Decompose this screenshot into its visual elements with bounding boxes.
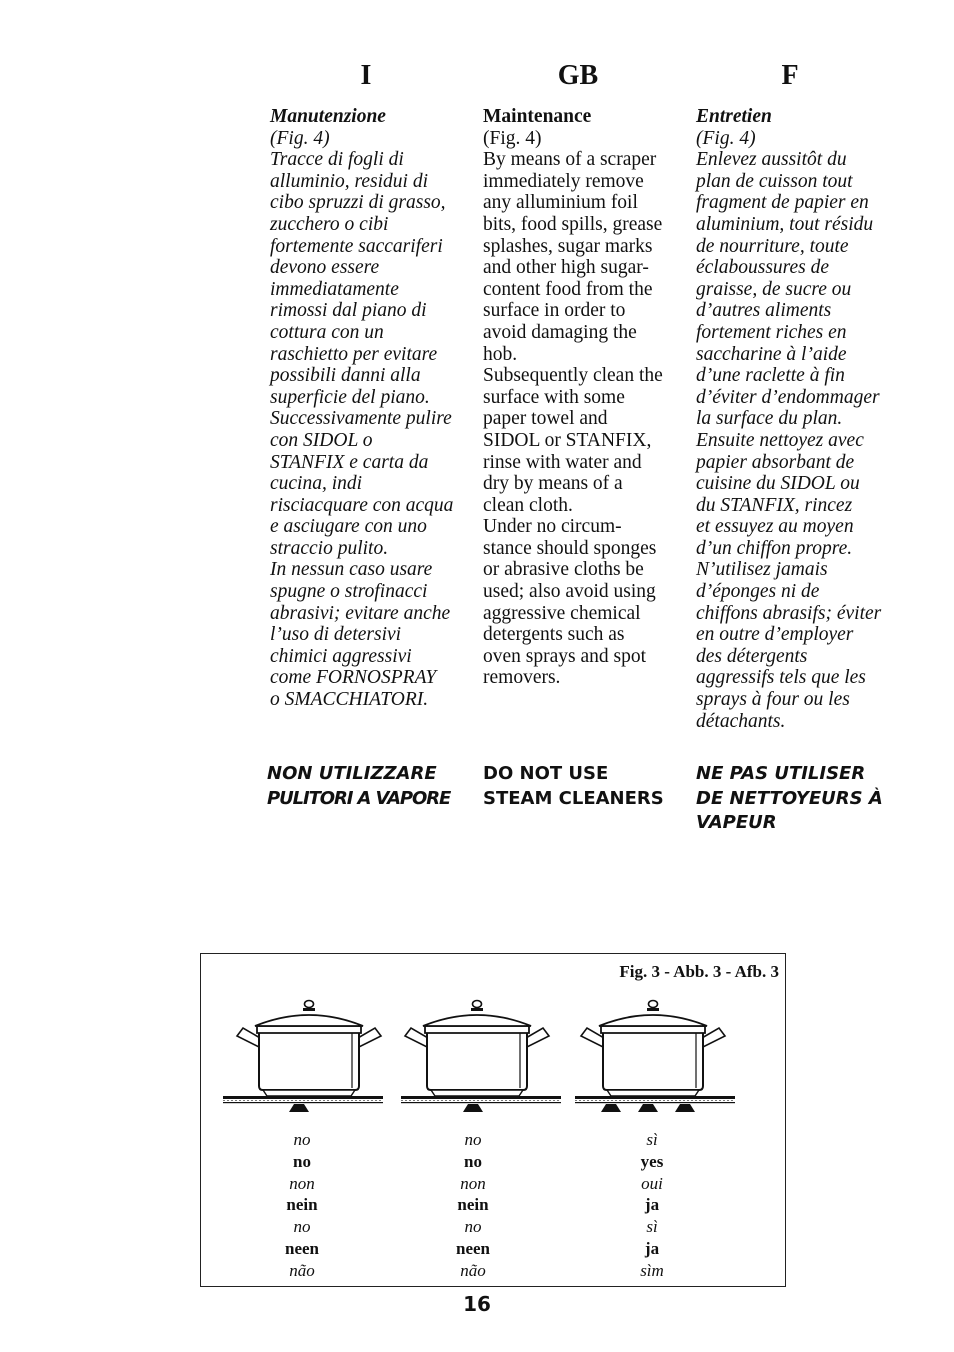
figure-caption: Fig. 3 - Abb. 3 - Afb. 3	[619, 962, 779, 981]
french-body-line: d’une raclette à fin	[696, 365, 845, 387]
cooking-pot-icon	[405, 1001, 549, 1097]
english-body	[483, 149, 683, 689]
english-body-line: or abrasive cloths be	[483, 559, 644, 581]
answer: non	[289, 1173, 315, 1193]
french-body-line: et essuyez au moyen	[696, 516, 854, 538]
english-body-line: removers.	[483, 667, 561, 689]
italian-body	[270, 149, 470, 710]
italian-body-line: zucchero o cibi	[270, 213, 389, 235]
french-body-line: fragment de papier en	[696, 192, 869, 214]
italian-body-line: Tracce di fogli di	[270, 149, 404, 171]
italian-fig-ref: (Fig. 4)	[270, 127, 330, 149]
header-english: GB	[557, 60, 599, 91]
french-body-line: du STANFIX, rincez	[696, 494, 853, 516]
italian-body-line: risciacquare con acqua	[270, 494, 454, 516]
italian-body-line: o SMACCHIATORI.	[270, 689, 429, 711]
english-body-line: By means of a scraper	[483, 149, 657, 171]
burner-flame-icon	[463, 1104, 483, 1112]
italian-warning-line: PULITORI A VAPORE	[267, 787, 451, 809]
italian-body-line: immediatamente	[270, 278, 399, 300]
burner-flame-icon	[638, 1104, 658, 1112]
italian-body-line: superficie del piano.	[270, 386, 430, 408]
italian-body-line: devono essere	[270, 257, 380, 279]
answer-column-2	[433, 1129, 513, 1282]
italian-body-line: spugne o strofinacci	[270, 581, 428, 603]
french-body-line: N’utilisez jamais	[696, 559, 828, 581]
italian-body-line: In nessun caso usare	[270, 559, 433, 581]
english-body-line: used; also avoid using	[483, 581, 656, 603]
italian-body-line: e asciugare con uno	[270, 516, 427, 538]
figure-3-box	[200, 953, 786, 1287]
french-body-line: plan de cuisson tout	[696, 170, 853, 192]
italian-title: Manutenzione	[270, 106, 386, 127]
page-number: 16	[463, 1292, 491, 1316]
answer: sìm	[640, 1260, 664, 1280]
italian-body-line: rimossi dal piano di	[270, 300, 427, 322]
french-body-line: d’autres aliments	[696, 300, 832, 322]
italian-body-line: cibo spruzzi di grasso,	[270, 192, 446, 214]
italian-body-line: raschietto per evitare	[270, 343, 438, 365]
cooking-pot-icon	[237, 1001, 381, 1097]
french-body-line: saccharine à l’aide	[696, 343, 847, 365]
french-body-line: Ensuite nettoyez avec	[696, 429, 864, 451]
english-warning-line: STEAM CLEANERS	[483, 787, 664, 809]
english-body-line: clean cloth.	[483, 494, 573, 516]
english-body-line: detergents such as	[483, 624, 625, 646]
french-body-line: fortement riches en	[696, 321, 847, 343]
english-body-line: aggressive chemical	[483, 602, 641, 624]
italian-body-line: con SIDOL o	[270, 429, 373, 451]
burner-flame-icon	[601, 1104, 621, 1112]
english-body-line: SIDOL or STANFIX,	[483, 429, 652, 451]
english-body-line: bits, food spills, grease	[483, 213, 663, 235]
english-warning-line: DO NOT USE	[483, 763, 609, 784]
french-body-line: d’éviter d’endommager	[696, 386, 880, 408]
french-body-line: en outre d’employer	[696, 624, 854, 646]
italian-body-line: Successivamente pulire	[270, 408, 452, 430]
french-column	[696, 106, 901, 732]
italian-body-line: l’uso di detersivi	[270, 624, 402, 646]
answer: no	[293, 1130, 311, 1149]
french-warning-line: NE PAS UTILISER	[696, 763, 866, 784]
header-italian: I	[360, 60, 372, 91]
french-body-line: aluminium, tout résidu	[696, 213, 874, 235]
answer: ja	[644, 1195, 660, 1215]
french-fig-ref: (Fig. 4)	[696, 127, 756, 149]
french-warning	[696, 762, 926, 836]
header-french: F	[781, 60, 799, 91]
answer: nein	[286, 1195, 318, 1215]
answer: no	[293, 1151, 311, 1171]
answer: sì	[646, 1130, 658, 1149]
burner-flame-icon	[675, 1104, 695, 1112]
english-body-line: Subsequently clean the	[483, 365, 663, 387]
french-body-line: aggressifs tels que les	[696, 667, 866, 689]
french-body-line: chiffons abrasifs; éviter	[696, 602, 882, 624]
answer-column-1	[262, 1129, 342, 1282]
answer: neen	[456, 1238, 490, 1258]
answer-column-3	[612, 1129, 692, 1282]
italian-column	[270, 106, 470, 711]
french-body-line: sprays à four ou les	[696, 689, 850, 711]
answer: no	[293, 1217, 311, 1237]
english-title: Maintenance	[483, 106, 592, 127]
italian-body-line: alluminio, residui di	[270, 170, 428, 192]
italian-body-line: cottura con un	[270, 321, 384, 343]
italian-body-line: STANFIX e carta da	[270, 451, 429, 473]
french-body-line: d’éponges ni de	[696, 581, 820, 603]
french-body-line: de nourriture, toute	[696, 235, 849, 257]
french-body-line: la surface du plan.	[696, 408, 843, 430]
english-body-line: any alluminium foil	[483, 192, 638, 214]
english-body-line: surface with some	[483, 386, 625, 408]
english-body-line: oven sprays and spot	[483, 645, 647, 667]
hob-line	[575, 1096, 735, 1103]
italian-body-line: fortemente saccariferi	[270, 235, 443, 257]
french-warning-line: VAPEUR	[696, 812, 777, 833]
french-warning-line: DE NETTOYEURS À	[696, 787, 883, 809]
english-warning	[483, 762, 688, 811]
french-body-line: détachants.	[696, 710, 786, 732]
answer: não	[289, 1260, 315, 1280]
answer: nein	[457, 1195, 489, 1215]
english-body-line: dry by means of a	[483, 473, 623, 495]
answer: yes	[640, 1151, 664, 1171]
answer: no	[464, 1217, 482, 1237]
french-body-line: éclaboussures de	[696, 257, 830, 279]
answer: ja	[644, 1238, 660, 1258]
english-body-line: avoid damaging the	[483, 321, 637, 343]
answer: non	[460, 1173, 486, 1193]
italian-body-line: come FORNOSPRAY	[270, 667, 437, 689]
english-body-line: hob.	[483, 343, 518, 365]
italian-body-line: cucina, indi	[270, 473, 363, 495]
answer: sì	[646, 1217, 658, 1237]
english-body-line: splashes, sugar marks	[483, 235, 653, 257]
english-body-line: and other high sugar-	[483, 257, 649, 279]
answer: não	[460, 1260, 486, 1280]
italian-warning	[267, 762, 472, 811]
italian-warning-line: NON UTILIZZARE	[267, 763, 437, 784]
italian-body-line: chimici aggressivi	[270, 645, 412, 667]
english-body-line: immediately remove	[483, 170, 644, 192]
burner-flame-icon	[289, 1104, 309, 1112]
french-body-line: papier absorbant de	[696, 451, 855, 473]
answer: oui	[641, 1173, 663, 1193]
french-body-line: Enlevez aussitôt du	[696, 149, 847, 171]
english-fig-ref: (Fig. 4)	[483, 127, 542, 149]
hob-line	[401, 1096, 561, 1103]
italian-body-line: possibili danni alla	[270, 365, 421, 387]
cooking-pot-icon	[581, 1001, 725, 1097]
french-body	[696, 149, 901, 732]
english-column	[483, 106, 683, 689]
english-body-line: surface in order to	[483, 300, 626, 322]
english-body-line: paper towel and	[483, 408, 608, 430]
french-body-line: graisse, de sucre ou	[696, 278, 852, 300]
english-body-line: Under no circum-	[483, 516, 622, 538]
english-body-line: stance should sponges	[483, 537, 657, 559]
french-title: Entretien	[696, 106, 772, 127]
hob-line	[223, 1096, 383, 1103]
answer: no	[464, 1130, 482, 1149]
english-body-line: content food from the	[483, 278, 653, 300]
french-body-line: d’un chiffon propre.	[696, 537, 853, 559]
italian-body-line: straccio pulito.	[270, 537, 389, 559]
english-body-line: rinse with water and	[483, 451, 642, 473]
answer: neen	[285, 1238, 319, 1258]
italian-body-line: abrasivi; evitare anche	[270, 602, 451, 624]
french-body-line: cuisine du SIDOL ou	[696, 473, 860, 495]
french-body-line: des détergents	[696, 645, 808, 667]
answer: no	[464, 1151, 482, 1171]
